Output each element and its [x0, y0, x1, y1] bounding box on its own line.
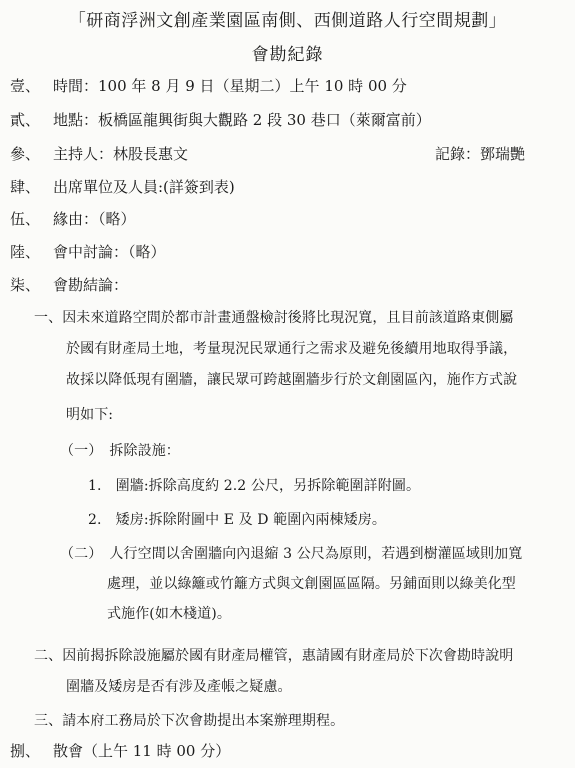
item-number: 貳、	[10, 111, 41, 129]
item-number: 壹、	[10, 77, 41, 95]
item-text: 地點：板橋區龍興街與大觀路 2 段 30 巷口（萊爾富前）	[53, 111, 431, 129]
item-number: 肆、	[10, 178, 41, 196]
item-number: 陸、	[10, 243, 41, 261]
list-item: 1. 圍牆:拆除高度約 2.2 公尺，另拆除範圍詳附圖。	[88, 478, 421, 494]
paragraph-line: 故採以降低現有圍牆，讓民眾可跨越圍牆步行於文創園區內，施作方式說	[66, 372, 518, 388]
item-text: 會中討論：（略）	[53, 243, 166, 261]
paragraph-line: 處理，並以綠籬或竹籬方式與文創園區區隔。另鋪面則以綠美化型	[107, 576, 516, 592]
paragraph-line: 明如下:	[66, 407, 114, 423]
item-text: 出席單位及人員:(詳簽到表)	[53, 178, 235, 196]
item-number: 參、	[10, 145, 41, 163]
paragraph-line: 於國有財產局土地，考量現況民眾通行之需求及避免後續用地取得爭議，	[66, 341, 518, 357]
recorder: 記錄：鄧瑞艷	[435, 145, 526, 163]
item-text: 緣由：（略）	[53, 210, 136, 228]
item-text: 散會（上午 11 時 00 分）	[53, 742, 231, 760]
paragraph-line: 三、請本府工務局於下次會勘提出本案辦理期程。	[34, 713, 345, 729]
item-text: 主持人：林股長惠文	[53, 145, 189, 163]
paragraph-line: 二、因前揭拆除設施屬於國有財產局權管，惠請國有財產局於下次會勘時說明	[34, 648, 514, 664]
paragraph-line: 式施作(如木棧道)。	[107, 606, 231, 622]
document-title: 「研商浮洲文創產業園區南側、西側道路人行空間規劃」	[68, 11, 507, 31]
paragraph-line: （二） 人行空間以舍圍牆向內退縮 3 公尺為原則，若遇到樹灌區域則加寬	[60, 546, 523, 562]
item-text: 時間：100 年 8 月 9 日（星期二）上午 10 時 00 分	[53, 77, 407, 95]
item-text: 會勘結論：	[53, 276, 129, 294]
sub-heading: （一） 拆除設施：	[60, 443, 180, 459]
paragraph-line: 一、因未來道路空間於都市計畫通盤檢討後將比現況寬，且目前該道路東側屬	[34, 310, 514, 326]
item-number: 捌、	[10, 742, 41, 760]
paragraph-line: 圍牆及矮房是否有涉及產帳之疑慮。	[66, 679, 292, 695]
item-number: 柒、	[10, 276, 41, 294]
item-number: 伍、	[10, 210, 41, 228]
list-item: 2. 矮房:拆除附圖中 E 及 D 範圍內兩棟矮房。	[88, 512, 386, 528]
document-subtitle: 會勘紀錄	[251, 45, 324, 65]
